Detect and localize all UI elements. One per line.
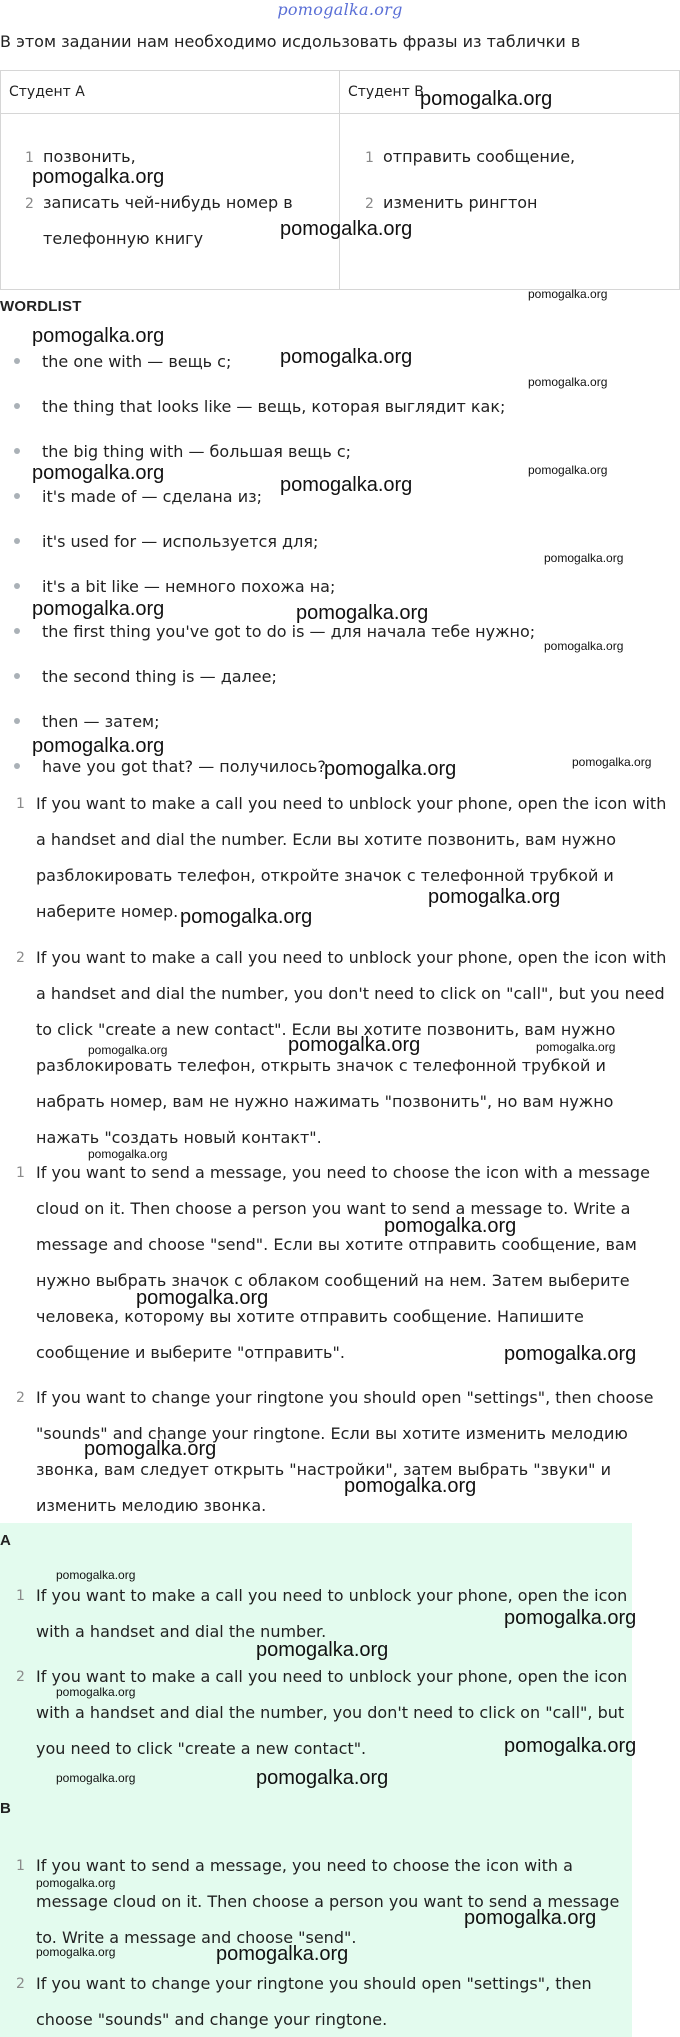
watermark: pomogalka.org (56, 1685, 136, 1699)
explanation-paragraph: 2 If you want to make a call you need to unblock your phone, open the icon with a handset and dial the number, you don't need to click on "call", but you need to click "create a new contact". Если вы хотите позвонить, вам нужно разблокировать телефон, открыть значок с телефонной трубкой и набрать номер, вам не нужно нажимать "позвонить", но вам нужно нажать "создать новый контакт". (16, 948, 667, 1147)
watermark: pomogalka.org (32, 166, 165, 188)
watermark: pomogalka.org (528, 287, 608, 301)
table-cell-item: 1 позвонить, (25, 147, 136, 166)
wordlist-title: WORDLIST (0, 298, 82, 315)
wordlist-item: the second thing is — далее; (0, 667, 277, 686)
wordlist-item: the one with — вещь с; (0, 352, 231, 371)
watermark: pomogalka.org (36, 1945, 116, 1959)
watermark: pomogalka.org (32, 598, 165, 620)
wordlist-item: have you got that? — получилось? (0, 757, 326, 776)
wordlist-item: it's used for — используется для; (0, 532, 318, 551)
wordlist-item: then — затем; (0, 712, 160, 731)
wordlist-item: the thing that looks like — вещь, которая выглядит как; (0, 397, 505, 416)
wordlist-item: it's made of — сделана из; (0, 487, 262, 506)
watermark: pomogalka.org (256, 1639, 389, 1661)
explanation-paragraph: 1 If you want to make a call you need to unblock your phone, open the icon with a handset and dial the number. Если вы хотите позвонить, вам нужно разблокировать телефон, откройте значок с телефонной трубкой и наберите номер. (16, 794, 667, 921)
watermark: pomogalka.org (296, 602, 429, 624)
watermark: pomogalka.org (56, 1771, 136, 1785)
watermark: pomogalka.org (280, 218, 413, 240)
column-header-student-b: Студент В (348, 84, 424, 100)
watermark: pomogalka.org (528, 375, 608, 389)
watermark: pomogalka.org (572, 755, 652, 769)
watermark: pomogalka.org (544, 551, 624, 565)
intro-text: В этом задании нам необходимо исдользовать фразы из таблички в (0, 32, 581, 51)
bullet-dot (14, 448, 20, 454)
table-divider (339, 71, 340, 289)
watermark: pomogalka.org (420, 88, 553, 110)
bullet-dot (14, 763, 20, 769)
watermark: pomogalka.org (428, 886, 561, 908)
wordlist-item: the big thing with — большая вещь с; (0, 442, 351, 461)
wordlist-item: it's a bit like — немного похожа на; (0, 577, 335, 596)
bullet-dot (14, 403, 20, 409)
table-cell-item: 1 отправить сообщение, (365, 147, 576, 166)
watermark: pomogalka.org (280, 346, 413, 368)
watermark: pomogalka.org (504, 1607, 637, 1629)
explanation-paragraph: 2 If you want to change your ringtone you should open "settings", then choose "sounds" and change your ringtone. Если вы хотите изменить мелодию звонка, вам следует открыть "настройки", затем выбрать "звуки" и изменить мелодию звонка. (16, 1388, 654, 1515)
watermark: pomogalka.org (88, 1043, 168, 1057)
bullet-dot (14, 583, 20, 589)
column-header-student-a: Студент А (9, 84, 85, 100)
answer-title-a: A (0, 1532, 11, 1549)
watermark: pomogalka.org (324, 758, 457, 780)
watermark: pomogalka.org (280, 474, 413, 496)
watermark: pomogalka.org (528, 463, 608, 477)
answer-item: 1 If you want to send a message, you need to choose the icon with a message cloud on it. Then choose a person you want to send a message to. Write a message and choose "send". (16, 1856, 620, 1947)
answer-item: 2 If you want to change your ringtone you should open "settings", then choose "sounds" and change your ringtone. (16, 1974, 592, 2029)
watermark: pomogalka.org (136, 1287, 269, 1309)
watermark: pomogalka.org (344, 1475, 477, 1497)
watermark: pomogalka.org (384, 1215, 517, 1237)
watermark: pomogalka.org (544, 639, 624, 653)
table-cell-item: телефонную книгу (43, 229, 204, 248)
watermark: pomogalka.org (180, 906, 313, 928)
watermark: pomogalka.org (504, 1735, 637, 1757)
bullet-dot (14, 628, 20, 634)
watermark: pomogalka.org (36, 1876, 116, 1890)
watermark: pomogalka.org (536, 1040, 616, 1054)
watermark: pomogalka.org (464, 1907, 597, 1929)
bullet-dot (14, 358, 20, 364)
bullet-dot (14, 538, 20, 544)
explanation-paragraph: 1 If you want to send a message, you need to choose the icon with a message cloud on it. Then choose a person you want to send a message to. Write a message and choose "send". Если вы хотите отправить сообщение, вам нужно выбрать значок с облаком сообщений на нем. Затем выберите человека, которому вы хотите отправить сообщение. Напишите сообщение и выберите "отправить". (16, 1163, 650, 1362)
answer-item: 1 If you want to make a call you need to unblock your phone, open the icon with a handset and dial the number. (16, 1586, 628, 1641)
bullet-dot (14, 493, 20, 499)
bullet-dot (14, 673, 20, 679)
watermark: pomogalka.org (288, 1034, 421, 1056)
answer-item: 2 If you want to make a call you need to unblock your phone, open the icon with a handset and dial the number, you don't need to click on "call", but you need to click "create a new contact". (16, 1667, 628, 1758)
wordlist-item: the first thing you've got to do is — для начала тебе нужно; (0, 622, 535, 641)
watermark: pomogalka.org (504, 1343, 637, 1365)
watermark: pomogalka.org (256, 1767, 389, 1789)
watermark: pomogalka.org (88, 1147, 168, 1161)
watermark: pomogalka.org (32, 325, 165, 347)
watermark: pomogalka.org (32, 735, 165, 757)
watermark: pomogalka.org (56, 1568, 136, 1582)
answer-title-b: B (0, 1800, 11, 1817)
table-cell-item: 2 записать чей-нибудь номер в (25, 193, 293, 212)
table-header-divider (1, 113, 679, 114)
watermark: pomogalka.org (32, 462, 165, 484)
table-cell-item: 2 изменить рингтон (365, 193, 538, 212)
bullet-dot (14, 718, 20, 724)
watermark: pomogalka.org (216, 1943, 349, 1965)
watermark: pomogalka.org (84, 1438, 217, 1460)
site-logo: pomogalka.org (277, 0, 403, 19)
